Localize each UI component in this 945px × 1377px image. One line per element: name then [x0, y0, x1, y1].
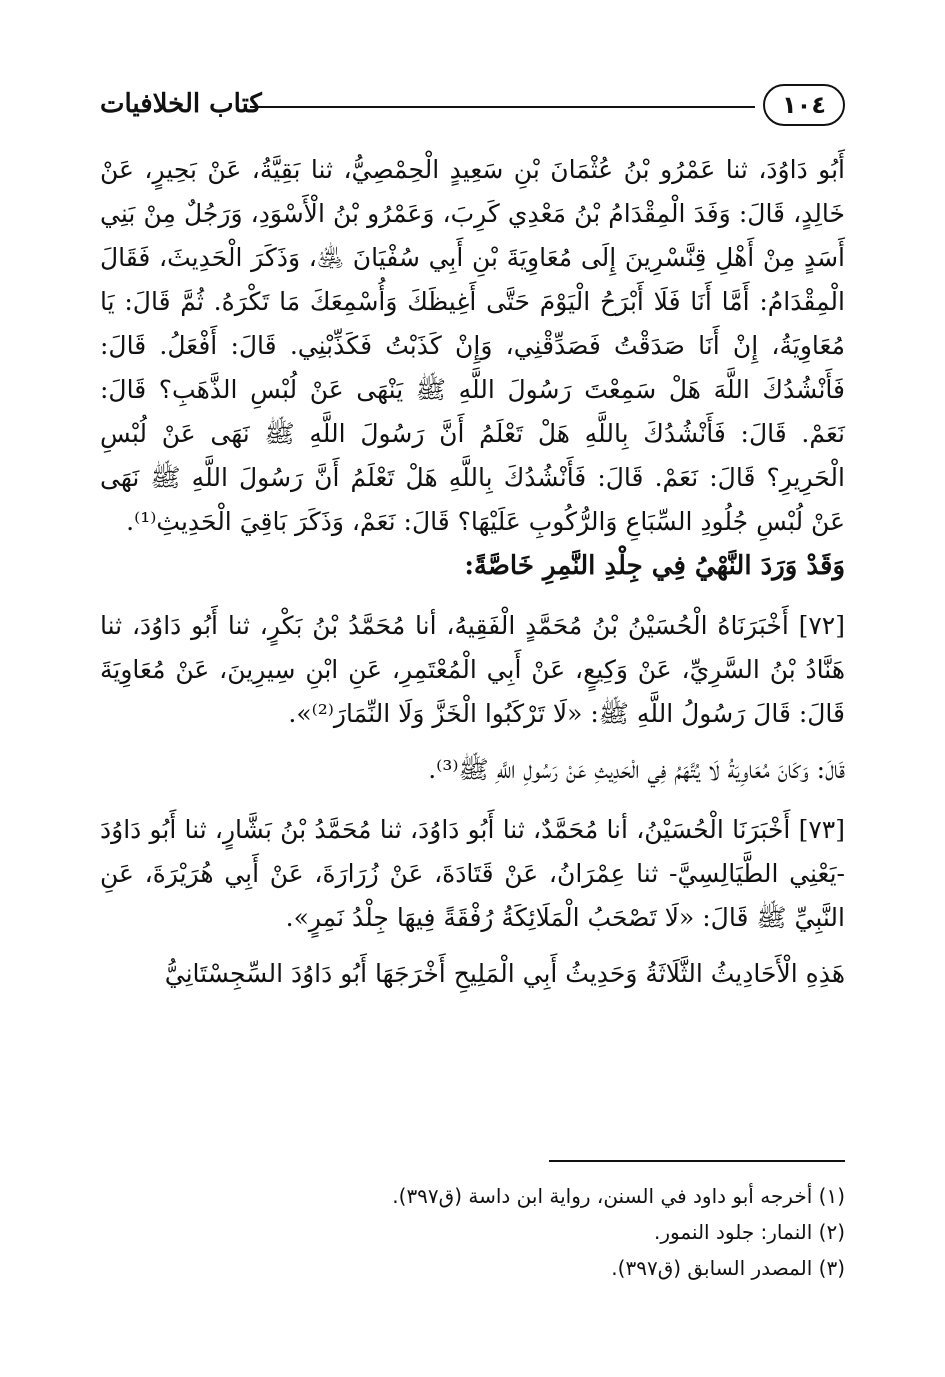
main-text: [100, 148, 845, 996]
hadith-72: [٧٢] أَخْبَرَنَاهُ الْحُسَيْنُ بْنُ مُحَمَّدٍ الْفَقِيهُ، أنا مُحَمَّدُ بْنُ بَكْرٍ، ثنا أَبُو دَاوُدَ، ثنا هَنَّادُ بْنُ السَّرِيِّ، عَنْ وَكِيعٍ، عَنْ أَبِي الْمُعْتَمِرِ، عَنِ ابْنِ سِيرِينَ، عَنْ مُعَاوِيَةَ قَالَ: قَالَ رَسُولُ اللَّهِ ﷺ: «لَا تَرْكَبُوا الْخَزَّ وَلَا النِّمَارَ⁽²⁾».: [100, 611, 845, 728]
page-number: ١٠٤: [763, 84, 845, 126]
paragraph-hadith-chain: أَبُو دَاوُدَ، ثنا عَمْرُو بْنُ عُثْمَانَ بْنِ سَعِيدٍ الْحِمْصِيُّ، ثنا بَقِيَّةُ، عَنْ بَحِيرٍ، عَنْ خَالِدٍ، قَالَ: وَفَدَ الْمِقْدَامُ بْنُ مَعْدِي كَرِبَ، وَعَمْرُو بْنُ الْأَسْوَدِ، وَرَجُلٌ مِنْ بَنِي أَسَدٍ مِنْ أَهْلِ قِنَّسْرِينَ إِلَى مُعَاوِيَةَ بْنِ أَبِي سُفْيَانَ ﵁، وَذَكَرَ الْحَدِيثَ، فَقَالَ الْمِقْدَامُ: أَمَّا أَنَا فَلَا أَبْرَحُ الْيَوْمَ حَتَّى أَغِيظَكَ وَأُسْمِعَكَ مَا تَكْرَهُ. ثُمَّ قَالَ: يَا مُعَاوِيَةُ، إِنْ أَنَا صَدَقْتُ فَصَدِّقْنِي، وَإِنْ كَذَبْتُ فَكَذِّبْنِي. قَالَ: أَفْعَلُ. قَالَ: فَأَنْشُدُكَ اللَّهَ هَلْ سَمِعْتَ رَسُولَ اللَّهِ ﷺ يَنْهَى عَنْ لُبْسِ الذَّهَبِ؟ قَالَ: نَعَمْ. قَالَ: فَأَنْشُدُكَ بِاللَّهِ هَلْ تَعْلَمُ أَنَّ رَسُولَ اللَّهِ ﷺ نَهَى عَنْ لُبْسِ الْحَرِيرِ؟ قَالَ: نَعَمْ. قَالَ: فَأَنْشُدُكَ بِاللَّهِ هَلْ تَعْلَمُ أَنَّ رَسُولَ اللَّهِ ﷺ نَهَى عَنْ لُبْسِ جُلُودِ السِّبَاعِ وَالرُّكُوبِ عَلَيْهَا؟ قَالَ: نَعَمْ، وَذَكَرَ بَاقِيَ الْحَدِيثِ⁽¹⁾.: [100, 155, 845, 536]
footnote-separator: [549, 1160, 845, 1162]
footnote-2: (٢) النمار: جلود النمور.: [654, 1220, 845, 1244]
book-title: كتاب الخلافيات: [100, 89, 262, 119]
section-heading: وَقَدْ وَرَدَ النَّهْيُ فِي جِلْدِ النَّمِرِ خَاصَّةً:: [464, 551, 845, 581]
narrator-remark: قَالَ: وَكَانَ مُعَاوِيَةُ لَا يُتَّهَمُ فِي الْحَدِيثِ عَنْ رَسُولِ اللَّهِ ﷺ⁽³⁾.: [428, 755, 845, 784]
footnotes: [100, 1178, 845, 1286]
footnote-3: (٣) المصدر السابق (ق٣٩٧).: [611, 1256, 845, 1280]
footnote-1: (١) أخرجه أبو داود في السنن، رواية ابن داسة (ق٣٩٧).: [392, 1184, 845, 1208]
header-rule: [250, 106, 755, 108]
hadith-73: [٧٣] أَخْبَرَنَا الْحُسَيْنُ، أنا مُحَمَّدٌ، ثنا أَبُو دَاوُدَ، ثنا مُحَمَّدُ بْنُ بَشَّارٍ، ثنا أَبُو دَاوُدَ -يَعْنِي الطَّيَالِسِيَّ- ثنا عِمْرَانُ، عَنْ قَتَادَةَ، عَنْ زُرَارَةَ، عَنْ أَبِي هُرَيْرَةَ، عَنِ النَّبِيِّ ﷺ قَالَ: «لَا تَصْحَبُ الْمَلَائِكَةُ رُفْقَةً فِيهَا جِلْدُ نَمِرٍ».: [100, 815, 845, 932]
page-header: [100, 84, 845, 128]
closing-paragraph: هَذِهِ الْأَحَادِيثُ الثَّلَاثَةُ وَحَدِيثُ أَبِي الْمَلِيحِ أَخْرَجَهَا أَبُو دَاوُدَ السِّجِسْتَانِيُّ: [164, 959, 845, 988]
